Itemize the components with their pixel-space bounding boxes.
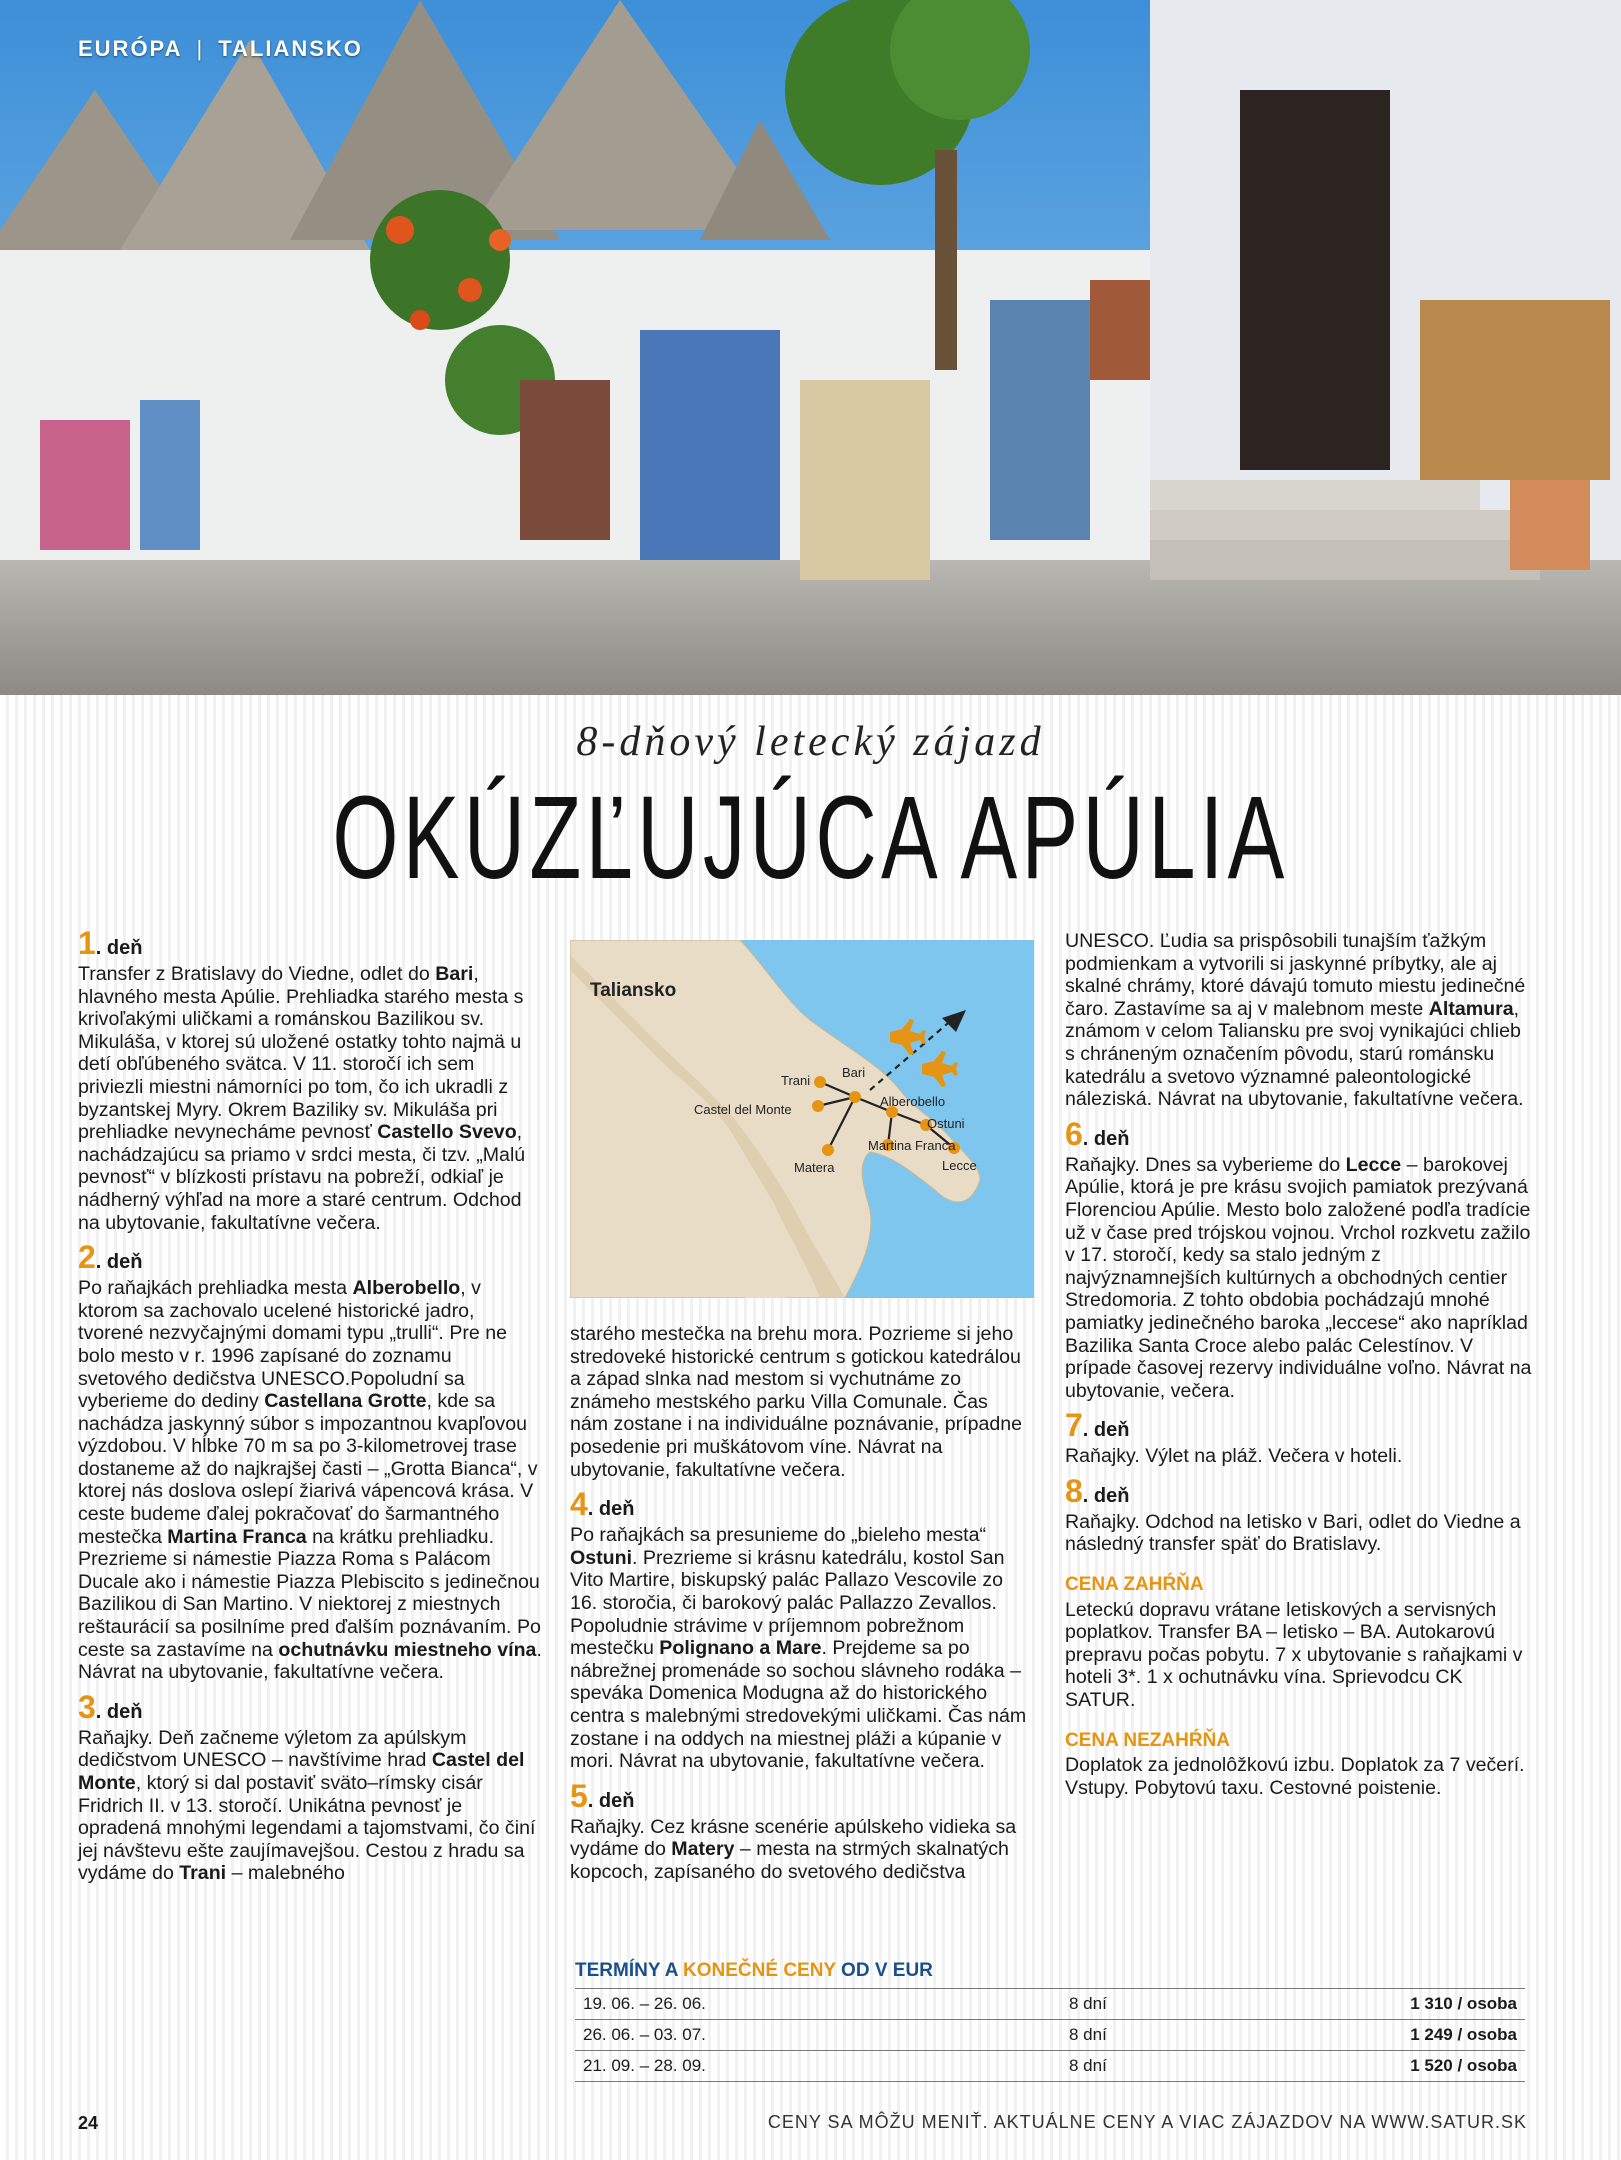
day-4-heading: 4. deň	[570, 1486, 635, 1523]
map-country-label: Taliansko	[590, 980, 677, 1001]
table-row	[575, 2020, 1525, 2051]
day-3-heading: 3. deň	[78, 1688, 143, 1725]
date-range: 21. 09. – 28. 09.	[575, 2051, 1061, 2082]
map-label-matera: Matera	[794, 1160, 835, 1175]
column-2	[570, 1323, 1030, 1893]
map-label-castel-del-monte: Castel del Monte	[694, 1102, 792, 1117]
day-1-heading: 1. deň	[78, 925, 143, 961]
map-label-trani: Trani	[781, 1073, 811, 1088]
price-included-text: Leteckú dopravu vrátane letiskových a servisných poplatkov. Transfer BA – letisko – BA. Autokarovú prepravu počas pobytu. 7 x ubytovanie s raňajkami v hoteli 3*. 1 x ochutnávku vína. Sprievodcu CK SATUR.	[1065, 1598, 1523, 1712]
price-included-title: CENA ZAHŔŇA	[1065, 1574, 1204, 1596]
map-illustration	[570, 940, 1034, 1298]
hero-photo	[0, 0, 1621, 695]
price: 1 520 / osoba	[1202, 2051, 1525, 2082]
date-range: 19. 06. – 26. 06.	[575, 1989, 1061, 2020]
day-5-heading: 5. deň	[570, 1777, 635, 1814]
day-7-text: Raňajky. Výlet na pláž. Večera v hoteli.	[1065, 1445, 1403, 1468]
date-range: 26. 06. – 03. 07.	[575, 2020, 1061, 2051]
column-1	[78, 922, 544, 1895]
price-table-heading: TERMÍNY A KONEČNÉ CENY OD V EUR	[575, 1960, 933, 1981]
day-8-text: Raňajky. Odchod na letisko v Bari, odlet do Viedne a následný transfer späť do Bratislavy.	[1065, 1510, 1521, 1556]
day-2-heading: 2. deň	[78, 1239, 143, 1276]
column-3	[1065, 930, 1535, 1809]
day-5-text-part1: Raňajky. Cez krásne scenérie apúlskeho vidieka sa vydáme do Matery – mesta na strmých skalnatých kopcoch, zapísaného do svetového dedičstva	[570, 1815, 1017, 1883]
price-excluded-text: Doplatok za jednolôžkovú izbu. Doplatok za 7 večerí. Vstupy. Pobytovú taxu. Cestovné poistenie.	[1065, 1754, 1525, 1799]
map-label-ostuni: Ostuni	[927, 1116, 965, 1131]
breadcrumb-country: TALIANSKO	[218, 36, 363, 61]
price-excluded-title: CENA NEZAHŔŇA	[1065, 1729, 1231, 1751]
table-row	[575, 2051, 1525, 2082]
map-label-martina-franca: Martina Franca	[868, 1138, 956, 1153]
route-map	[570, 940, 1034, 1298]
day-3-text-part1: Raňajky. Deň začneme výletom za apúlskym dedičstvom UNESCO – navštívime hrad Castel del Monte, ktorý si dal postaviť sväto–rímsky cisár Fridrich II. v 13. storočí. Unikátna pevnosť je opradená mnohými legendami a tajomstvami, čo činí jej návštevu ešte zaujímavejšou. Cestou z hradu sa vydáme do Trani – malebného	[78, 1726, 536, 1885]
day-5-text-part2: UNESCO. Ľudia sa prispôsobili tunajším ťažkým podmienkam a vytvorili si jaskynné príbytky, ale aj skalné chrámy, ktoré dávajú tomuto miestu jedinečné čaro. Zastavíme sa aj v malebnom meste Altamura, známom v celom Taliansku pre svoj vynikajúci chlieb s chráneným označením pôvodu, starú románsku katedrálu a svetovo významné paleontologické náleziská. Návrat na ubytovanie, fakultatívne večera.	[1065, 930, 1526, 1111]
day-2-text: Po raňajkách prehliadka mesta Alberobello, v ktorom sa zachovalo ucelené historické jadro, tvorené nezvyčajnými domami typu „trulli“. Pre ne bolo mesto v r. 1996 zapísané do zoznamu svetového dedičstva UNESCO.Popoludní sa vyberieme do dediny Castellana Grotte, kde sa nachádza jaskynný súbor s impozantnou kvapľovou výzdobou. V hĺbke 70 m sa po 3-kilometrovej trase dostaneme až do najkrajšej časti – „Grotta Bianca“, v ktorej nás doslova oslepí žiarivá vápencová krása. V ceste budeme ďalej pokračovať do šarmantného mestečka Martina Franca na krátku prehliadku. Prezrieme si námestie Piazza Roma s Palácom Ducale ako i námestie Piazza Plebiscito s jedinečnou Bazilikou di San Martino. V niektorej z miestnych reštaurácií sa posilníme pred ďalším poznávaním. Po ceste sa zastavíme na ochutnávku miestneho vína. Návrat na ubytovanie, fakultatívne večera.	[78, 1277, 542, 1684]
trip-subtitle: 8-dňový letecký zájazd	[576, 719, 1045, 765]
footer-note: CENY SA MÔŽU MENIŤ. AKTUÁLNE CENY A VIAC ZÁJAZDOV NA WWW.SATUR.SK	[767, 2112, 1527, 2132]
map-label-alberobello: Alberobello	[880, 1094, 946, 1109]
day-4-text: Po raňajkách sa presunieme do „bieleho mesta“ Ostuni. Prezrieme si krásnu katedrálu, kostol San Vito Martire, biskupský palác Pallazo Vescovile zo 16. storočia, či barokový palác Pallazzo Zevallos. Popoludnie strávime v príjemnom pobrežnom mestečku Polignano a Mare. Prejdeme sa po nábrežnej promenáde so sochou slávneho rodáka – speváka Domenica Modugna až do historického centra s malebnými stredovekými uličkami. Čas nám zostane i na oddych na miestnej pláži a kúpanie v mori. Návrat na ubytovanie, fakultatívne večera.	[570, 1524, 1027, 1773]
trulli-street-illustration	[0, 0, 1621, 695]
day-1-text: Transfer z Bratislavy do Viedne, odlet do Bari, hlavného mesta Apúlie. Prehliadka starého mesta s krivoľakými uličkami a románskou Bazilikou sv. Mikuláša, v ktorej sú uložené ostatky tohto najmä u detí obľúbeného svätca. V 11. storočí ich sem priviezli miestni námorníci po tom, čo ich ukradli z byzantskej Myry. Okrem Baziliky sv. Mikuláša pri prehliadke nevynecháme pevnosť Castello Svevo, nachádzajúcu sa priamo v srdci mesta, či tzv. „Malú pevnosť“ v blízkosti prístavu na pobreží, odkiaľ je nádherný výhľad na more a staré centrum. Odchod na ubytovanie, fakultatívne večera.	[78, 963, 526, 1234]
trip-length: 8 dní	[1061, 2051, 1202, 2082]
day-6-heading: 6. deň	[1065, 1115, 1130, 1152]
trip-length: 8 dní	[1061, 1989, 1202, 2020]
day-3-text-part2: starého mestečka na brehu mora. Pozrieme si jeho stredoveké historické centrum s gotickou katedrálou a západ slnka nad mestom si vychutnáme zo známeho mestského parku Villa Comunale. Čas nám zostane i na individuálne poznávanie, prípadne posedenie pri muškátovom víne. Návrat na ubytovanie, fakultatívne večera.	[570, 1323, 1023, 1481]
page-title: OKÚZĽUJÚCA APÚLIA	[332, 772, 1289, 904]
price: 1 249 / osoba	[1202, 2020, 1525, 2051]
price-table-section	[575, 1960, 1525, 2082]
day-8-heading: 8. deň	[1065, 1472, 1130, 1509]
map-label-bari: Bari	[842, 1065, 866, 1080]
table-row	[575, 1989, 1525, 2020]
map-label-lecce: Lecce	[942, 1158, 977, 1173]
day-7-heading: 7. deň	[1065, 1407, 1130, 1444]
breadcrumb: EURÓPA | TALIANSKO	[78, 36, 363, 61]
breadcrumb-region: EURÓPA	[78, 36, 183, 61]
page-number: 24	[78, 2113, 99, 2133]
price-table	[575, 1988, 1525, 2082]
day-6-text: Raňajky. Dnes sa vyberieme do Lecce – barokovej Apúlie, ktorá je pre krásu svojich pamiatok prezývaná Florenciou Apúlie. Mesto bolo založené podľa tradície už v čase pred trójskou vojnou. Vrchol rozkvetu zažilo v 17. storočí, kedy sa stalo jedným z najvýznamnejších kultúrnych a obchodných centier Stredomoria. Z tohto obdobia pochádzajú mnohé pamiatky jedinečného baroka „leccese“ ako napríklad Bazilika Santa Croce alebo palác Celestínov. V prípade časovej rezervy individuálne voľno. Návrat na ubytovanie, večera.	[1065, 1153, 1532, 1402]
trip-length: 8 dní	[1061, 2020, 1202, 2051]
price: 1 310 / osoba	[1202, 1989, 1525, 2020]
